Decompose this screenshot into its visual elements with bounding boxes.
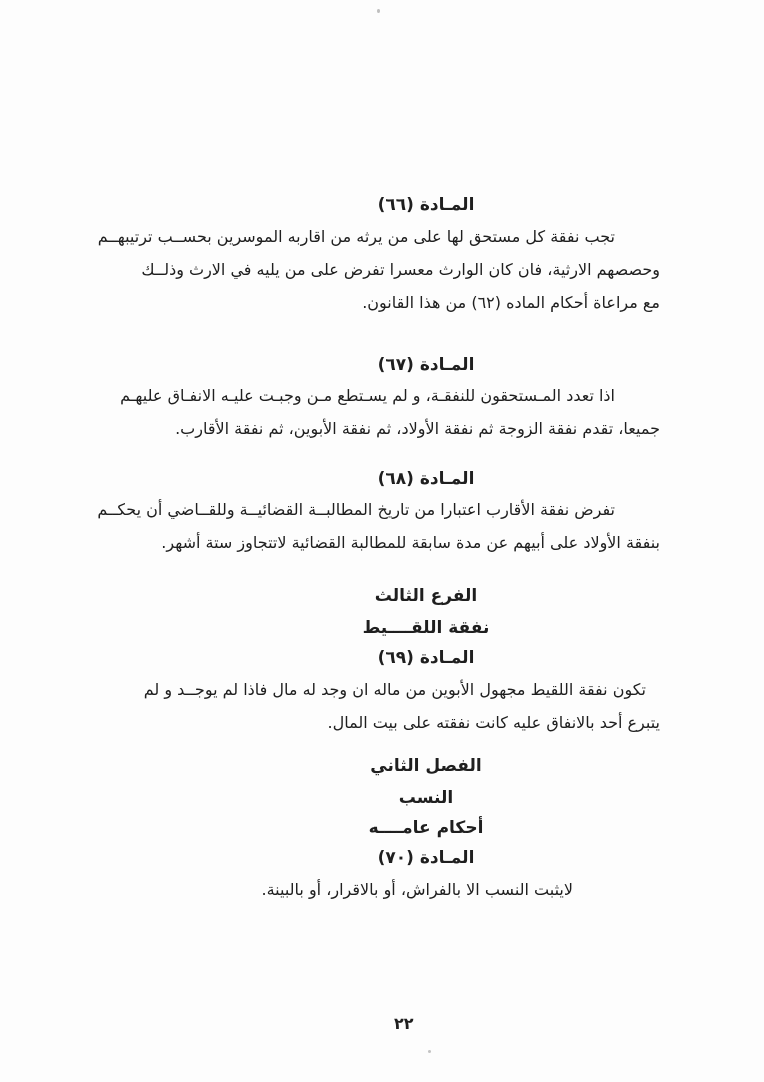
article-67-heading: المـادة (٦٧) — [377, 355, 475, 375]
article-70-heading: المـادة (٧٠) — [377, 848, 475, 868]
scan-speck-top — [377, 9, 380, 13]
article-68-line-1: تفرض نفقة الأقارب اعتبارا من تاريخ المطالبــة القضائيــة وللقــاضي أن يحكــم — [97, 500, 615, 519]
article-69-line-1: تكون نفقة اللقيط مجهول الأبوين من ماله ان وجد له مال فاذا لم يوجــد و لم — [143, 680, 646, 699]
chapter-2-heading: الفصل الثاني — [370, 756, 482, 776]
branch-3-subheading: نفقة اللقــــيط — [362, 618, 490, 638]
chapter-2-subheading-row — [60, 783, 660, 813]
branch-3-heading: الفرع الثالث — [374, 586, 478, 606]
article-70-body — [60, 873, 660, 906]
article-66-body — [60, 220, 660, 319]
article-66-line-3: مع مراعاة أحكام الماده (٦٢) من هذا القانون. — [362, 293, 660, 312]
branch-3-subheading-row — [60, 613, 660, 643]
scan-speck-bottom — [428, 1050, 431, 1053]
article-69-line-2: يتبرع أحد بالانفاق عليه كانت نفقته على بيت المال. — [327, 713, 660, 732]
article-66-line-1: تجب نفقة كل مستحق لها على من يرثه من اقاربه الموسرين بحســب ترتيبهــم — [97, 227, 615, 246]
chapter-2-general-provisions-heading-row — [60, 813, 660, 843]
chapter-2-general-provisions-heading: أحكام عامــــه — [368, 818, 484, 838]
article-69-body — [60, 673, 660, 739]
article-70-heading-row — [60, 843, 660, 873]
article-68-heading-row — [60, 464, 660, 494]
article-69-heading-row — [60, 643, 660, 673]
chapter-2-heading-row — [60, 751, 660, 781]
article-69-heading: المـادة (٦٩) — [377, 648, 475, 668]
chapter-2-subheading: النسب — [398, 788, 454, 808]
article-66-line-2: وحصصهم الارثية، فان كان الوارث معسرا تفرض على من يليه في الارث وذلــك — [141, 260, 660, 279]
article-68-heading: المـادة (٦٨) — [377, 469, 475, 489]
branch-3-heading-row — [60, 581, 660, 611]
page-number: ٢٢ — [394, 1014, 414, 1033]
article-67-body — [60, 379, 660, 445]
article-67-line-2: جميعا، تقدم نفقة الزوجة ثم نفقة الأولاد، ثم نفقة الأبوين، ثم نفقة الأقارب. — [175, 419, 660, 438]
article-67-heading-row — [60, 350, 660, 380]
article-66-heading-row — [60, 190, 660, 220]
article-68-body — [60, 493, 660, 559]
article-68-line-2: بنفقة الأولاد على أبيهم عن مدة سابقة للمطالبة القضائية لاتتجاوز ستة أشهر. — [161, 533, 660, 552]
article-66-heading: المـادة (٦٦) — [377, 195, 475, 215]
article-70-line-1: لايثبت النسب الا بالفراش، أو بالاقرار، أو بالبينة. — [261, 880, 573, 899]
article-67-line-1: اذا تعدد المـستحقون للنفقـة، و لم يسـتطع مـن وجبـت عليـه الانفـاق عليهـم — [120, 386, 615, 405]
